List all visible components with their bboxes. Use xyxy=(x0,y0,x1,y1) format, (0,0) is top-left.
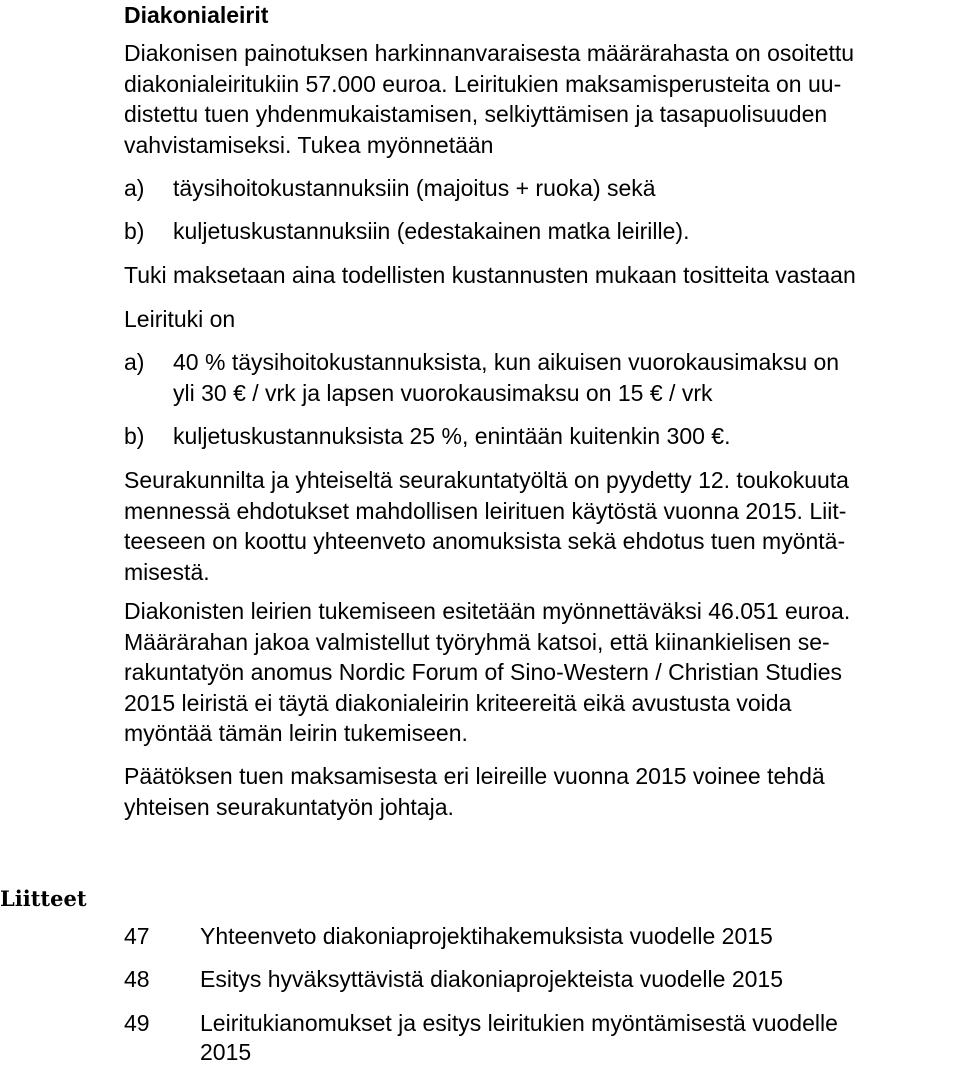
text-line: mennessä ehdotukset mahdollisen leirituen käytöstä vuonna 2015. Liit- xyxy=(124,497,847,524)
text-line: Määrärahan jakoa valmistellut työryhmä katsoi, että kiinankielisen se- xyxy=(124,628,830,655)
intro-paragraph xyxy=(124,38,956,160)
decision-paragraph xyxy=(124,761,956,822)
text-line: diakonialeiritukiin 57.000 euroa. Leiritukien maksamisperusteita on uu- xyxy=(124,70,842,97)
text-line: distettu tuen yhdenmukaistamisen, selkiyttämisen ja tasapuolisuuden xyxy=(124,101,828,127)
text-line: Seurakunnilta ja yhteiseltä seurakuntatyöltä on pyydetty 12. toukokuuta xyxy=(124,467,849,493)
attachment-text: Yhteenveto diakoniaprojektihakemuksista vuodelle 2015 xyxy=(200,923,773,949)
list-label: b) xyxy=(124,218,145,244)
attachment-number: 47 xyxy=(124,923,150,949)
list-label: b) xyxy=(124,423,145,449)
attachment-number: 48 xyxy=(124,966,150,992)
text-line: rakuntatyön anomus Nordic Forum of Sino-Western / Christian Studies xyxy=(124,659,842,685)
text-line: misestä. xyxy=(124,558,210,585)
text-line: Tuki maksetaan aina todellisten kustannusten mukaan tositteita vastaan xyxy=(124,262,856,288)
text-line: yhteisen seurakuntatyön johtaja. xyxy=(124,793,454,820)
text-line: Diakonisen painotuksen harkinnanvaraisesta määrärahasta on osoitettu xyxy=(124,40,855,66)
list-text: 40 % täysihoitokustannuksista, kun aikuisen vuorokausimaksu on xyxy=(173,349,840,375)
list-text: kuljetuskustannuksiin (edestakainen matka leirille). xyxy=(173,218,690,244)
text-line: Diakonisten leirien tukemiseen esitetään myönnettäväksi 46.051 euroa. xyxy=(124,598,851,624)
text-line: 2015 leiristä ei täytä diakonialeirin kriteereitä eikä avustusta voida xyxy=(124,689,792,716)
list-text: kuljetuskustannuksista 25 %, enintään kuitenkin 300 €. xyxy=(173,423,731,449)
list-text: täysihoitokustannuksiin (majoitus + ruoka) sekä xyxy=(173,175,656,201)
list-label: a) xyxy=(124,175,145,201)
text-line: myöntää tämän leirin tukemiseen. xyxy=(124,720,468,746)
text-line: vahvistamiseksi. Tukea myönnetään xyxy=(124,131,494,158)
attachment-text: Esitys hyväksyttävistä diakoniaprojekteista vuodelle 2015 xyxy=(200,966,783,992)
support-intro xyxy=(124,304,956,335)
text-line: Leirituki on xyxy=(124,306,236,332)
attachment-number: 49 xyxy=(124,1010,150,1036)
text-line: Päätöksen tuen maksamisesta eri leireille vuonna 2015 voinee tehdä xyxy=(124,763,825,789)
attachment-text: 2015 xyxy=(200,1039,252,1065)
payment-paragraph xyxy=(124,260,956,291)
request-paragraph xyxy=(124,465,956,587)
section-heading: Diakonialeirit xyxy=(124,2,269,28)
list-text: yli 30 € / vrk ja lapsen vuorokausimaksu on 15 € / vrk xyxy=(173,379,713,406)
list-label: a) xyxy=(124,349,145,375)
text-line: teeseen on koottu yhteenveto anomuksista sekä ehdotus tuen myöntä- xyxy=(124,528,846,554)
proposal-paragraph xyxy=(124,596,956,749)
attachment-text: Leiritukianomukset ja esitys leiritukien myöntämisestä vuodelle xyxy=(200,1010,838,1036)
attachments-title: Liitteet xyxy=(0,886,87,911)
